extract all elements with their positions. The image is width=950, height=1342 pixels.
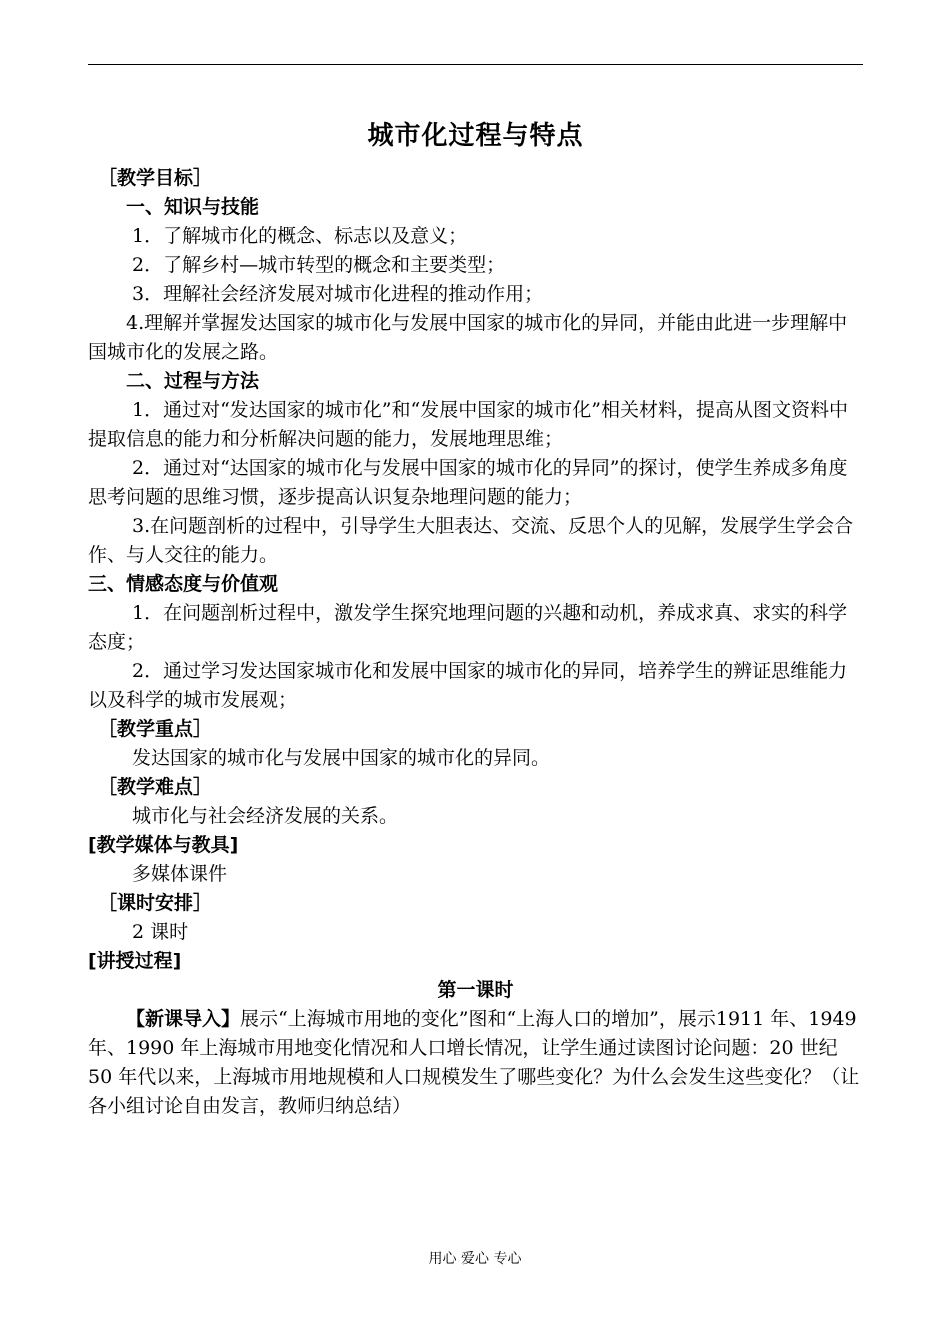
s1-item-4: 4.理解并掌握发达国家的城市化与发展中国家的城市化的异同，并能由此进一步理解中国城市化的发展之路。	[88, 312, 848, 363]
hours-text: 2 课时	[132, 921, 189, 943]
s3-item-2: 2．通过学习发达国家城市化和发展中国家的城市化的异同，培养学生的辨证思维能力以及科学的城市发展观；	[88, 660, 848, 711]
section-3-heading: 三、情感态度与价值观	[88, 573, 279, 595]
document-body	[88, 116, 863, 1121]
lesson-1-heading: 第一课时	[437, 979, 514, 1001]
hours-heading: ［课时安排］	[98, 892, 213, 914]
intro-text: 展示“上海城市用地的变化”图和“上海人口的增加”，展示1911 年、1949 年、1990 年上海城市用地变化情况和人口增长情况，让学生通过读图讨论问题：20 世纪 50 年代以来，上海城市用地规模和人口规模发生了哪些变化？为什么会发生这些变化？（让各小组讨论自由发言，教师归纳总结）	[88, 1008, 860, 1117]
key-points-text: 发达国家的城市化与发展中国家的城市化的异同。	[132, 747, 551, 769]
difficulty-text: 城市化与社会经济发展的关系。	[132, 805, 399, 827]
header-rule	[88, 64, 863, 65]
s2-item-1: 1．通过对“发达国家的城市化”和“发展中国家的城市化”相关材料，提高从图文资料中提取信息的能力和分析解决问题的能力，发展地理思维；	[88, 399, 848, 450]
s3-item-1: 1．在问题剖析过程中，激发学生探究地理问题的兴趣和动机，养成求真、求实的科学态度；	[88, 602, 848, 653]
objectives-heading: ［教学目标］	[98, 167, 213, 189]
s1-item-1: 1．了解城市化的概念、标志以及意义；	[132, 225, 468, 247]
key-points-heading: ［教学重点］	[98, 718, 213, 740]
s1-item-3: 3．理解社会经济发展对城市化进程的推动作用；	[132, 283, 544, 305]
s2-item-2: 2．通过对“达国家的城市化与发展中国家的城市化的异同”的探讨，使学生养成多角度思考问题的思维习惯，逐步提高认识复杂地理问题的能力；	[88, 457, 848, 508]
s1-item-2: 2．了解乡村—城市转型的概念和主要类型；	[132, 254, 506, 276]
s2-item-3: 3.在问题剖析的过程中，引导学生大胆表达、交流、反思个人的见解，发展学生学会合作、与人交往的能力。	[88, 515, 854, 566]
media-text: 多媒体课件	[132, 863, 228, 885]
intro-label: 【新课导入】	[126, 1008, 241, 1030]
media-heading: [教学媒体与教具]	[88, 834, 239, 856]
process-heading: [讲授过程]	[88, 950, 182, 972]
difficulty-heading: ［教学难点］	[98, 776, 213, 798]
section-1-heading: 一、知识与技能	[126, 196, 260, 218]
page-footer: 用心 爱心 专心	[428, 1251, 522, 1267]
intro-paragraph	[88, 1005, 863, 1121]
section-2-heading: 二、过程与方法	[126, 370, 260, 392]
page-title: 城市化过程与特点	[367, 121, 584, 151]
